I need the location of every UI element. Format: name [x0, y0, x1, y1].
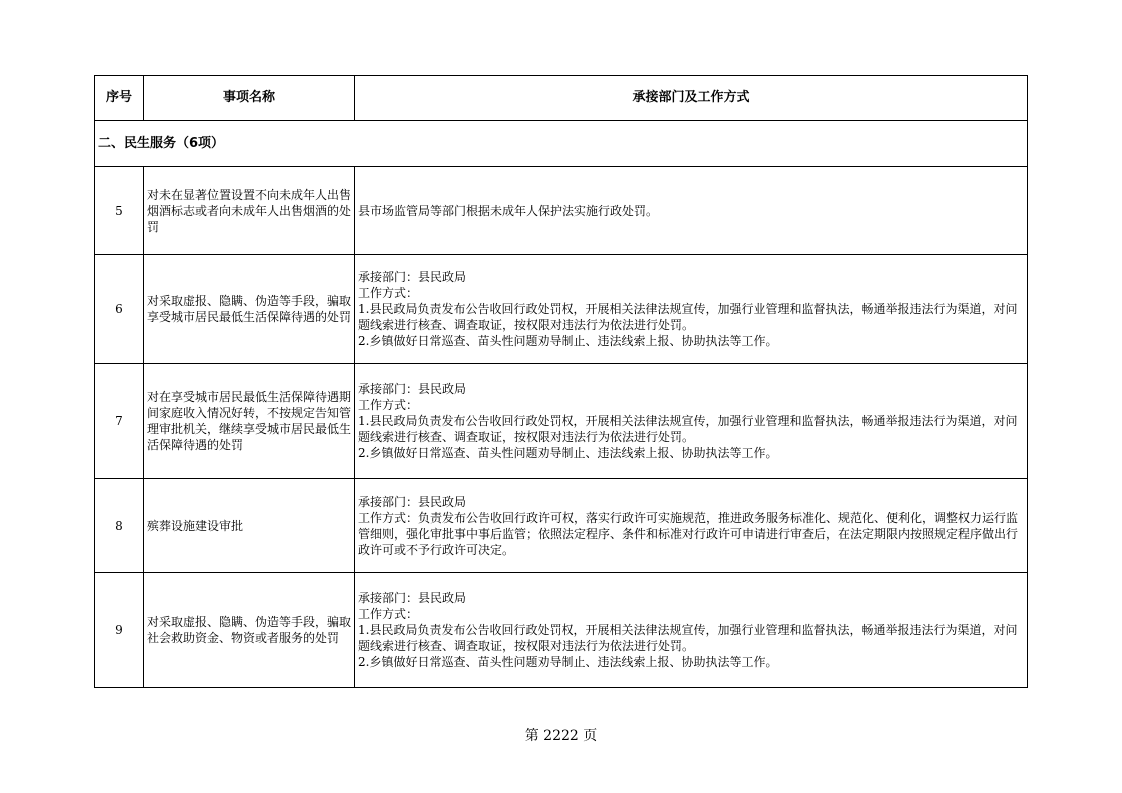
dept-line: 承接部门：县民政局: [358, 270, 467, 284]
row-number: 8: [95, 479, 144, 573]
row-number: 7: [95, 364, 144, 479]
row-item-name: 对在享受城市居民最低生活保障待遇期间家庭收入情况好转，不按规定告知管理审批机关，继续享受城市居民最低生活保障待遇的处罚: [144, 364, 355, 479]
dept-line: 工作方式：: [358, 607, 419, 621]
header-dept: 承接部门及工作方式: [355, 76, 1028, 121]
row-dept-method: [355, 364, 1028, 479]
table-header-row: [95, 76, 1028, 121]
table-row: [95, 167, 1028, 255]
dept-line: 工作方式：负责发布公告收回行政许可权，落实行政许可实施规范，推进政务服务标准化、规范化、便利化，调整权力运行监管细则，强化审批事中事后监管；依照法定程序、条件和标准对行政许可申请进行审查后，在法定期限内按照规定程序做出行政许可或不予行政许可决定。: [358, 510, 1019, 557]
header-name: 事项名称: [144, 76, 355, 121]
row-number: 5: [95, 167, 144, 255]
row-item-name: 对采取虚报、隐瞒、伪造等手段，骗取社会救助资金、物资或者服务的处罚: [144, 573, 355, 688]
dept-line: 2.乡镇做好日常巡查、苗头性问题劝导制止、违法线索上报、协助执法等工作。: [358, 334, 778, 348]
dept-line: 承接部门：县民政局: [358, 382, 467, 396]
header-num: 序号: [95, 76, 144, 121]
dept-line: 县市场监管局等部门根据未成年人保护法实施行政处罚。: [358, 203, 659, 218]
row-number: 9: [95, 573, 144, 688]
row-number: 6: [95, 255, 144, 364]
table-row: [95, 255, 1028, 364]
table-row: [95, 573, 1028, 688]
dept-line: 工作方式：: [358, 398, 419, 412]
dept-line: 1.县民政局负责发布公告收回行政处罚权，开展相关法律法规宣传，加强行业管理和监督执法，畅通举报违法行为渠道，对问题线索进行核查、调查取证，按权限对违法行为依法进行处罚。: [358, 623, 1018, 653]
table-row: [95, 364, 1028, 479]
items-table: [94, 75, 1028, 688]
table-row: [95, 479, 1028, 573]
page-number: 第 2222 页: [524, 728, 598, 744]
dept-line: 1.县民政局负责发布公告收回行政处罚权，开展相关法律法规宣传，加强行业管理和监督执法，畅通举报违法行为渠道，对问题线索进行核查、调查取证，按权限对违法行为依法进行处罚。: [358, 302, 1018, 332]
dept-line: 工作方式：: [358, 286, 419, 300]
dept-line: 承接部门：县民政局: [358, 494, 467, 509]
section-title: 二、民生服务（6项）: [95, 121, 1028, 167]
row-dept-method: [355, 167, 1028, 255]
row-dept-method: [355, 255, 1028, 364]
dept-line: 承接部门：县民政局: [358, 591, 467, 605]
section-row: [95, 121, 1028, 167]
row-item-name: 对未在显著位置设置不向未成年人出售烟酒标志或者向未成年人出售烟酒的处罚: [144, 167, 355, 255]
dept-line: 2.乡镇做好日常巡查、苗头性问题劝导制止、违法线索上报、协助执法等工作。: [358, 446, 778, 460]
row-dept-method: [355, 573, 1028, 688]
dept-line: 2.乡镇做好日常巡查、苗头性问题劝导制止、违法线索上报、协助执法等工作。: [358, 655, 778, 669]
row-dept-method: [355, 479, 1028, 573]
dept-line: 1.县民政局负责发布公告收回行政处罚权，开展相关法律法规宣传，加强行业管理和监督执法，畅通举报违法行为渠道，对问题线索进行核查、调查取证，按权限对违法行为依法进行处罚。: [358, 414, 1018, 444]
row-item-name: 殡葬设施建设审批: [144, 479, 355, 573]
row-item-name: 对采取虚报、隐瞒、伪造等手段，骗取享受城市居民最低生活保障待遇的处罚: [144, 255, 355, 364]
